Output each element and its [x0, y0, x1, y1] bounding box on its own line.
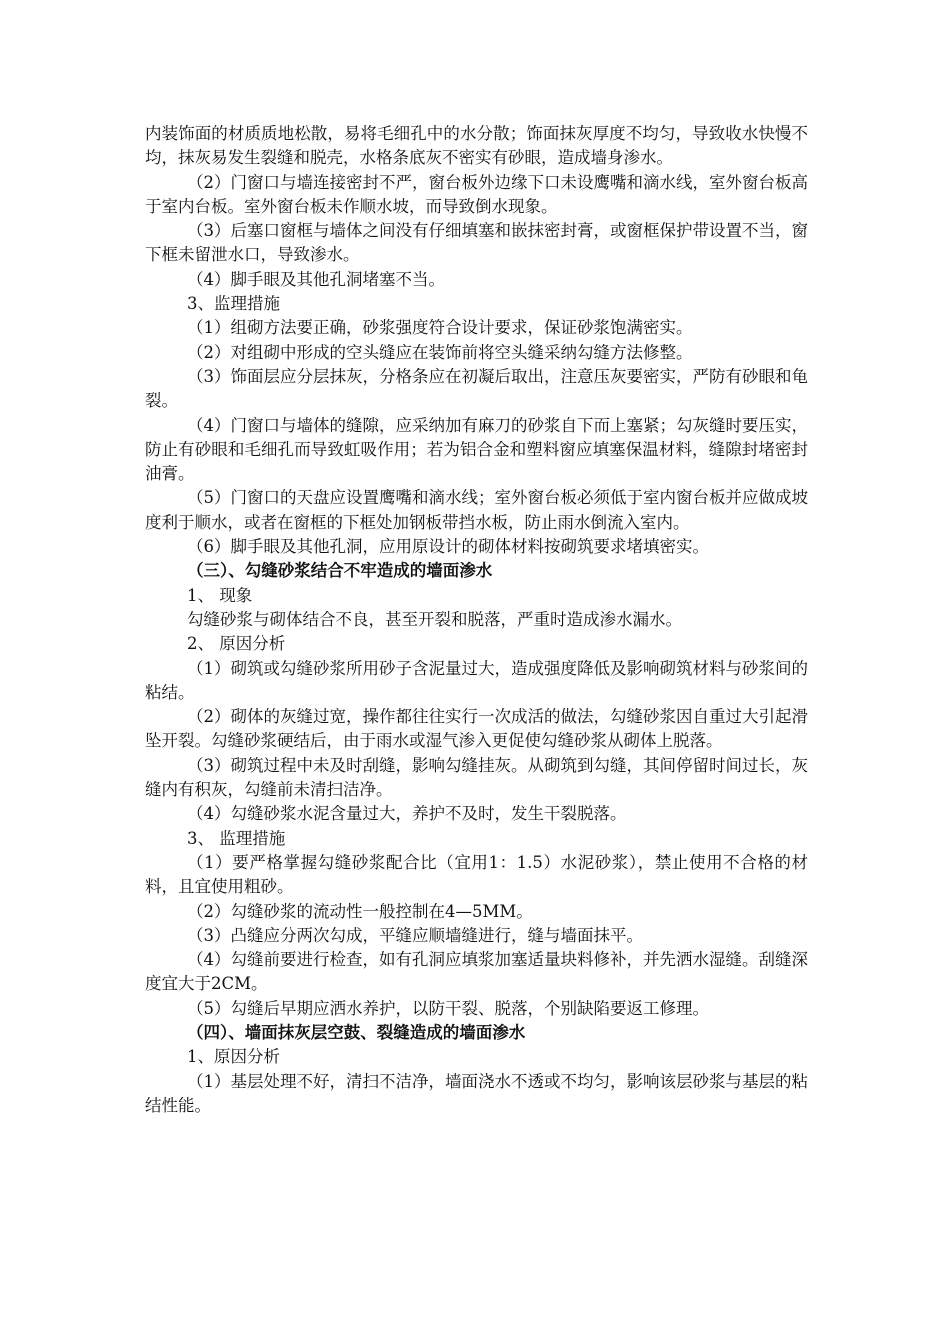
- paragraph: （6）脚手眼及其他孔洞，应用原设计的砌体材料按砌筑要求堵填密实。: [187, 537, 709, 557]
- paragraph: 勾缝砂浆与砌体结合不良，甚至开裂和脱落，严重时造成渗水漏水。: [187, 609, 682, 629]
- document-body: [145, 122, 808, 1118]
- section-subheading: 1、原因分析: [187, 1047, 280, 1067]
- paragraph: （2）门窗口与墙连接密封不严，窗台板外边缘下口未设鹰嘴和滴水线，室外窗台板高于室内台板。室外窗台板未作顺水坡，而导致倒水现象。: [145, 172, 808, 216]
- paragraph: （4）脚手眼及其他孔洞堵塞不当。: [187, 269, 445, 289]
- paragraph: 内装饰面的材质质地松散，易将毛细孔中的水分散；饰面抹灰厚度不均匀，导致收水快慢不均，抹灰易发生裂缝和脱壳，水格条底灰不密实有砂眼，造成墙身渗水。: [145, 124, 808, 168]
- paragraph: （5）门窗口的天盘应设置鹰嘴和滴水线；室外窗台板必须低于室内窗台板并应做成坡度利于顺水，或者在窗框的下框处加钢板带挡水板，防止雨水倒流入室内。: [145, 488, 808, 532]
- section-heading: （四）、墙面抹灰层空鼓、裂缝造成的墙面渗水: [187, 1022, 526, 1042]
- paragraph: （2）砌体的灰缝过宽，操作都往往实行一次成活的做法，勾缝砂浆因自重过大引起滑坠开裂。勾缝砂浆硬结后，由于雨水或湿气渗入更促使勾缝砂浆从砌体上脱落。: [145, 707, 808, 751]
- paragraph: （1）组砌方法要正确，砂浆强度符合设计要求，保证砂浆饱满密实。: [187, 318, 693, 338]
- paragraph: （4）勾缝砂浆水泥含量过大，养护不及时，发生干裂脱落。: [187, 804, 627, 824]
- section-subheading: 3、监理措施: [187, 294, 280, 314]
- paragraph: （2）勾缝砂浆的流动性一般控制在4—5MM。: [187, 901, 533, 921]
- section-heading: （三）、勾缝砂浆结合不牢造成的墙面渗水: [187, 561, 493, 581]
- paragraph: （2）对组砌中形成的空头缝应在装饰前将空头缝采纳勾缝方法修整。: [187, 342, 693, 362]
- paragraph: （3）砌筑过程中未及时刮缝，影响勾缝挂灰。从砌筑到勾缝，其间停留时间过长，灰缝内有积灰，勾缝前未清扫洁净。: [145, 755, 808, 800]
- paragraph: （3）凸缝应分两次勾成，平缝应顺墙缝进行，缝与墙面抹平。: [187, 925, 643, 945]
- paragraph: （4）勾缝前要进行检查，如有孔洞应填浆加塞适量块料修补，并先洒水湿缝。刮缝深度宜大于2CM。: [145, 950, 808, 994]
- section-subheading: 1、 现象: [187, 585, 253, 605]
- paragraph: （4）门窗口与墙体的缝隙，应采纳加有麻刀的砂浆自下而上塞紧；勾灰缝时要压实，防止有砂眼和毛细孔而导致虹吸作用；若为铝合金和塑料窗应填塞保温材料，缝隙封堵密封油膏。: [145, 415, 808, 484]
- paragraph: （1）基层处理不好，清扫不洁净，墙面浇水不透或不均匀，影响该层砂浆与基层的粘结性能。: [145, 1071, 808, 1115]
- section-subheading: 2、 原因分析: [187, 634, 286, 654]
- paragraph: （3）饰面层应分层抹灰，分格条应在初凝后取出，注意压灰要密实，严防有砂眼和龟裂。: [145, 366, 808, 411]
- paragraph: （1）砌筑或勾缝砂浆所用砂子含泥量过大，造成强度降低及影响砌筑材料与砂浆间的粘结。: [145, 658, 808, 702]
- paragraph: （1）要严格掌握勾缝砂浆配合比（宜用1：1.5）水泥砂浆），禁止使用不合格的材料，且宜使用粗砂。: [145, 852, 808, 897]
- paragraph: （3）后塞口窗框与墙体之间没有仔细填塞和嵌抹密封膏，或窗框保护带设置不当，窗下框未留泄水口，导致渗水。: [145, 221, 808, 265]
- paragraph: （5）勾缝后早期应洒水养护，以防干裂、脱落，个别缺陷要返工修理。: [187, 998, 709, 1018]
- section-subheading: 3、 监理措施: [187, 828, 286, 848]
